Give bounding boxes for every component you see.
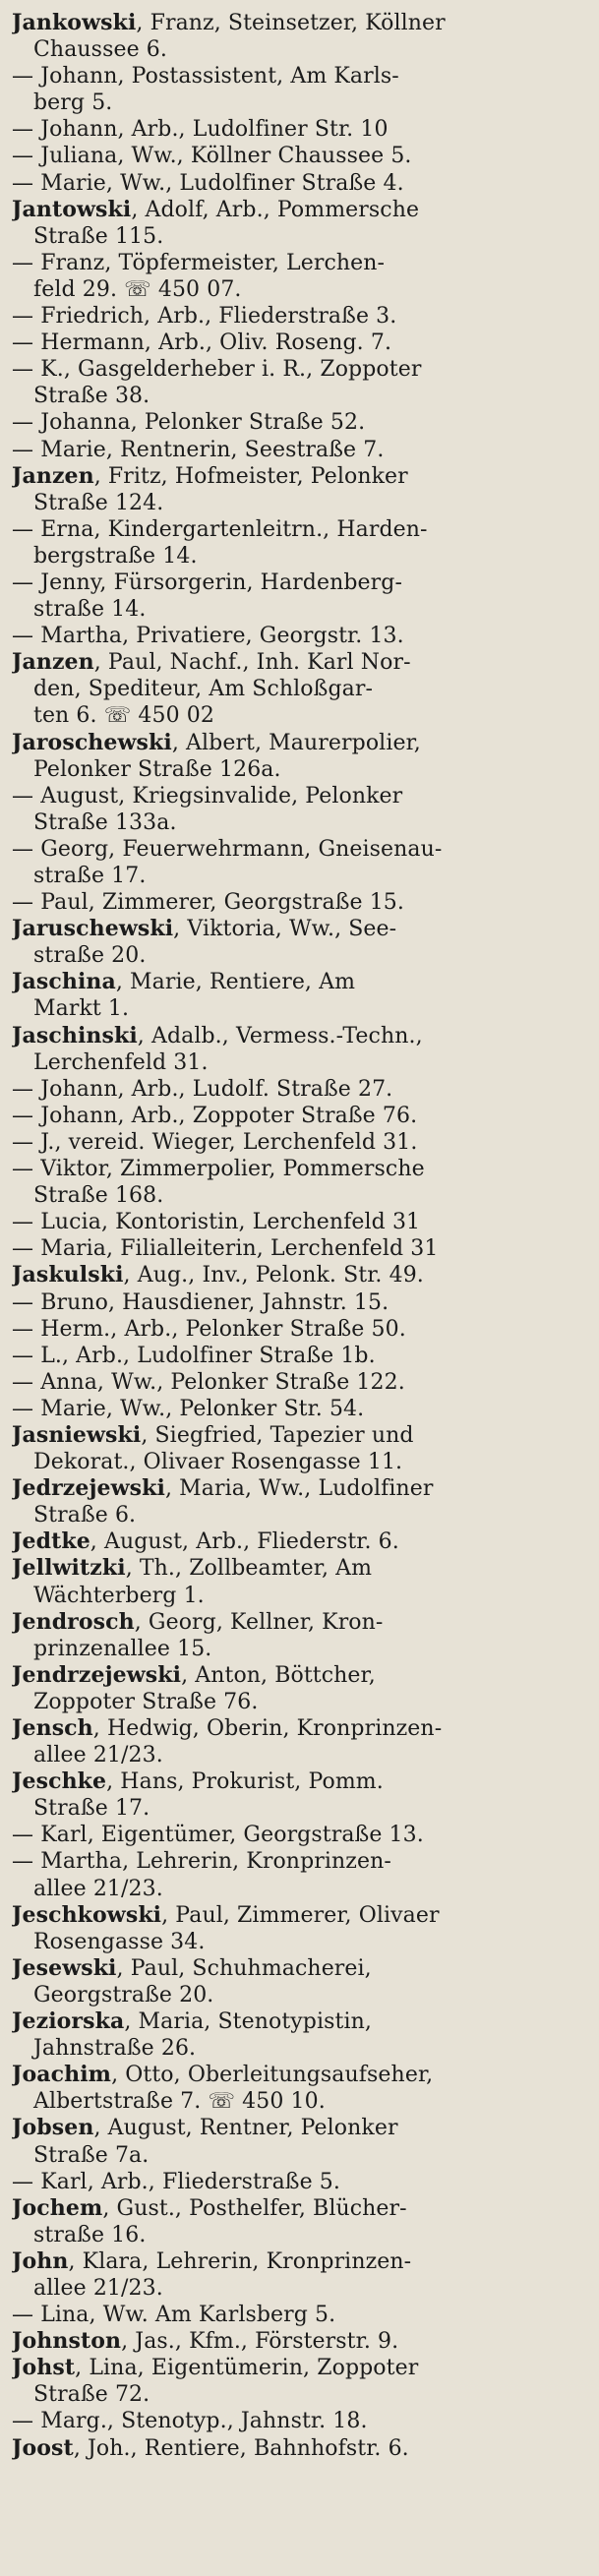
entry-text: — Johann, Arb., Zoppoter Straße 76. xyxy=(12,1103,418,1128)
entry-line xyxy=(12,1156,585,1182)
entry-surname: Jesewski xyxy=(12,1954,117,1981)
entry-text: , Viktoria, Ww., See- xyxy=(173,917,397,942)
entry-continuation-line xyxy=(12,596,585,623)
entry-text: Albertstraße 7. ☏ 450 10. xyxy=(33,2089,326,2115)
entry-line xyxy=(12,649,585,676)
entry-text: , Siegfried, Tapezier und xyxy=(141,1422,414,1448)
entry-continuation-line xyxy=(12,2275,585,2302)
entry-continuation-line xyxy=(12,809,585,836)
entry-surname: Jensch xyxy=(12,1715,93,1741)
entry-text: — Jenny, Fürsorgerin, Hardenberg- xyxy=(12,569,403,595)
entry-text: , Marie, Rentiere, Am xyxy=(115,970,356,995)
entry-text: , Georg, Kellner, Kron- xyxy=(134,1609,384,1635)
entry-text: straße 16. xyxy=(33,2222,147,2247)
entry-line xyxy=(12,2115,585,2141)
entry-line xyxy=(12,1955,585,1982)
entry-text: — Paul, Zimmerer, Georgstraße 15. xyxy=(12,890,404,916)
entry-text: , Adalb., Vermess.-Techn., xyxy=(137,1023,423,1048)
entry-surname: Johnston xyxy=(12,2328,122,2355)
entry-line xyxy=(12,516,585,543)
entry-text: — Marg., Stenotyp., Jahnstr. 18. xyxy=(12,2409,368,2434)
entry-text: — August, Kriegsinvalide, Pelonker xyxy=(12,783,403,809)
entry-text: — Georg, Feuerwehrmann, Gneisenau- xyxy=(12,836,443,862)
entry-text: straße 17. xyxy=(33,864,147,888)
entry-text: — J., vereid. Wieger, Lerchenfeld 31. xyxy=(12,1129,418,1155)
entry-line xyxy=(12,329,585,356)
entry-line xyxy=(12,250,585,276)
entry-text: berg 5. xyxy=(33,90,113,116)
entry-continuation-line xyxy=(12,863,585,889)
entry-line xyxy=(12,409,585,436)
entry-text: — Johann, Arb., Ludolfiner Str. 10 xyxy=(12,117,389,143)
entry-text: — Anna, Ww., Pelonker Straße 122. xyxy=(12,1369,405,1395)
entry-line xyxy=(12,2408,585,2434)
entry-line xyxy=(12,1396,585,1422)
entry-line xyxy=(12,2195,585,2222)
entry-text: — Marie, Ww., Ludolfiner Straße 4. xyxy=(12,170,404,196)
entry-line xyxy=(12,2435,585,2462)
entry-text: — Hermann, Arb., Oliv. Roseng. 7. xyxy=(12,330,392,356)
entry-continuation-line xyxy=(12,1636,585,1662)
entry-line xyxy=(12,1822,585,1848)
entry-surname: Jendrosch xyxy=(12,1608,135,1635)
entry-text: ten 6. ☏ 450 02 xyxy=(33,703,214,729)
entry-text: Straße 6. xyxy=(33,1503,137,1528)
entry-line xyxy=(12,730,585,756)
entry-line xyxy=(12,170,585,197)
entry-line xyxy=(12,1316,585,1343)
entry-surname: Jedtke xyxy=(12,1528,90,1555)
entry-text: — Karl, Arb., Fliederstraße 5. xyxy=(12,2169,340,2194)
entry-continuation-line xyxy=(12,2035,585,2062)
entry-text: — Johanna, Pelonker Straße 52. xyxy=(12,410,366,436)
entry-continuation-line xyxy=(12,2142,585,2169)
entry-text: , Paul, Schuhmacherei, xyxy=(116,1955,372,1981)
entry-surname: Jendrzejewski xyxy=(12,1661,182,1688)
entry-line xyxy=(12,1715,585,1742)
entry-line xyxy=(12,143,585,169)
entry-text: , Joh., Rentiere, Bahnhofstr. 6. xyxy=(73,2435,409,2461)
entry-continuation-line xyxy=(12,1876,585,1902)
entry-surname: Jantowski xyxy=(12,196,132,222)
entry-line xyxy=(12,2355,585,2381)
entry-text: Georgstraße 20. xyxy=(33,1982,214,2007)
entry-text: — Franz, Töpfermeister, Lerchen- xyxy=(12,250,386,275)
entry-continuation-line xyxy=(12,36,585,63)
entry-line xyxy=(12,1209,585,1235)
entry-surname: Janzen xyxy=(12,462,94,489)
entry-line xyxy=(12,1076,585,1103)
entry-text: — Karl, Eigentümer, Georgstraße 13. xyxy=(12,1823,424,1848)
entry-continuation-line xyxy=(12,1795,585,1822)
entry-surname: Jeschkowski xyxy=(12,1901,162,1928)
entry-text: — Martha, Lehrerin, Kronprinzen- xyxy=(12,1849,391,1875)
entry-surname: Jeschke xyxy=(12,1768,107,1795)
entry-text: Straße 72. xyxy=(33,2382,150,2408)
entry-continuation-line xyxy=(12,942,585,969)
entry-text: Zoppoter Straße 76. xyxy=(33,1689,259,1714)
entry-line xyxy=(12,623,585,649)
entry-text: , Paul, Nachf., Inh. Karl Nor- xyxy=(93,650,411,676)
entry-line xyxy=(12,303,585,329)
entry-text: , Th., Zollbeamter, Am xyxy=(125,1556,373,1582)
entry-line xyxy=(12,1103,585,1129)
entry-text: — Viktor, Zimmerpolier, Pommersche xyxy=(12,1157,425,1182)
entry-line xyxy=(12,1848,585,1875)
entry-line xyxy=(12,2328,585,2355)
entry-line xyxy=(12,836,585,863)
entry-text: Rosengasse 34. xyxy=(33,1929,206,1954)
entry-text: feld 29. ☏ 450 07. xyxy=(33,276,242,302)
entry-text: Lerchenfeld 31. xyxy=(33,1049,209,1075)
entry-line xyxy=(12,1555,585,1582)
entry-line xyxy=(12,969,585,995)
entry-line xyxy=(12,1369,585,1396)
entry-surname: Jochem xyxy=(12,2194,103,2221)
entry-text: , Klara, Lehrerin, Kronprinzen- xyxy=(68,2248,412,2274)
entry-continuation-line xyxy=(12,2381,585,2408)
entry-text: — Herm., Arb., Pelonker Straße 50. xyxy=(12,1316,406,1342)
entry-line xyxy=(12,1475,585,1502)
entry-continuation-line xyxy=(12,1583,585,1609)
entry-text: allee 21/23. xyxy=(33,2275,163,2301)
entry-line xyxy=(12,437,585,463)
entry-continuation-line xyxy=(12,1929,585,1955)
entry-text: , Jas., Kfm., Försterstr. 9. xyxy=(121,2329,399,2355)
entry-text: , Paul, Zimmerer, Olivaer xyxy=(161,1902,440,1928)
entry-surname: Joost xyxy=(12,2434,74,2461)
entry-line xyxy=(12,2302,585,2328)
entry-continuation-line xyxy=(12,1182,585,1209)
entry-text: Dekorat., Olivaer Rosengasse 11. xyxy=(33,1450,403,1475)
entry-surname: John xyxy=(12,2247,69,2274)
entry-text: , August, Rentner, Pelonker xyxy=(93,2116,398,2141)
entry-text: Straße 168. xyxy=(33,1183,164,1209)
entry-text: Chaussee 6. xyxy=(33,37,167,63)
entry-continuation-line xyxy=(12,2222,585,2248)
entry-continuation-line xyxy=(12,1689,585,1715)
entry-line xyxy=(12,1235,585,1262)
entry-line xyxy=(12,1262,585,1288)
entry-line xyxy=(12,1662,585,1689)
entry-text: bergstraße 14. xyxy=(33,543,198,569)
entry-line xyxy=(12,10,585,36)
entry-text: — Marie, Rentnerin, Seestraße 7. xyxy=(12,437,385,462)
entry-text: Straße 124. xyxy=(33,490,164,515)
entry-continuation-line xyxy=(12,90,585,116)
entry-text: Straße 17. xyxy=(33,1796,150,1822)
entry-continuation-line xyxy=(12,1742,585,1768)
entry-text: — Erna, Kindergartenleitrn., Harden- xyxy=(12,516,428,542)
entry-text: , Hans, Prokurist, Pomm. xyxy=(106,1769,384,1795)
entry-text: , Gust., Posthelfer, Blücher- xyxy=(102,2195,407,2221)
entry-line xyxy=(12,356,585,383)
entry-text: , Aug., Inv., Pelonk. Str. 49. xyxy=(123,1263,424,1288)
entry-surname: Jaruschewski xyxy=(12,916,174,942)
entry-text: allee 21/23. xyxy=(33,1743,163,1768)
entry-continuation-line xyxy=(12,756,585,783)
entry-line xyxy=(12,569,585,596)
entry-continuation-line xyxy=(12,1502,585,1528)
entry-surname: Joachim xyxy=(12,2062,112,2088)
entry-text: — Friedrich, Arb., Fliederstraße 3. xyxy=(12,304,397,329)
entry-surname: Jaroschewski xyxy=(12,729,172,755)
entry-line xyxy=(12,2248,585,2275)
entry-surname: Jedrzejewski xyxy=(12,1475,165,1502)
entry-continuation-line xyxy=(12,995,585,1022)
entry-line xyxy=(12,916,585,942)
entry-surname: Jaschina xyxy=(12,969,116,995)
entry-text: , Fritz, Hofmeister, Pelonker xyxy=(93,463,408,489)
entry-line xyxy=(12,1902,585,1929)
entry-continuation-line xyxy=(12,1049,585,1076)
entry-surname: Jaskulski xyxy=(12,1262,124,1288)
entry-text: — Marie, Ww., Pelonker Str. 54. xyxy=(12,1396,365,1421)
entry-text: Straße 115. xyxy=(33,223,164,249)
entry-text: Jahnstraße 26. xyxy=(33,2036,197,2062)
entry-text: den, Spediteur, Am Schloßgar- xyxy=(33,677,373,702)
entry-surname: Jaschinski xyxy=(12,1022,138,1048)
entry-surname: Jellwitzki xyxy=(12,1555,126,1582)
entry-continuation-line xyxy=(12,276,585,303)
entry-text: , Hedwig, Oberin, Kronprinzen- xyxy=(92,1716,443,1741)
entry-line xyxy=(12,1289,585,1316)
entry-text: , Adolf, Arb., Pommersche xyxy=(131,197,420,222)
entry-text: Straße 38. xyxy=(33,384,150,409)
entry-continuation-line xyxy=(12,2088,585,2115)
entry-text: Straße 7a. xyxy=(33,2142,150,2168)
entry-text: — Maria, Filialleiterin, Lerchenfeld 31 xyxy=(12,1236,439,1262)
entry-text: — Juliana, Ww., Köllner Chaussee 5. xyxy=(12,144,412,169)
entry-text: — L., Arb., Ludolfiner Straße 1b. xyxy=(12,1343,376,1368)
entry-text: Markt 1. xyxy=(33,996,130,1022)
entry-line xyxy=(12,1768,585,1795)
entry-surname: Jobsen xyxy=(12,2115,94,2141)
entry-text: — Lucia, Kontoristin, Lerchenfeld 31 xyxy=(12,1210,421,1235)
entry-line xyxy=(12,63,585,90)
entry-text: straße 14. xyxy=(33,597,147,623)
entry-text: , August, Arb., Fliederstr. 6. xyxy=(90,1529,399,1555)
entry-continuation-line xyxy=(12,1449,585,1475)
entry-text: , Maria, Stenotypistin, xyxy=(124,2009,372,2035)
entry-surname: Janzen xyxy=(12,649,94,676)
entry-text: , Otto, Oberleitungsaufseher, xyxy=(111,2063,434,2088)
entry-continuation-line xyxy=(12,490,585,516)
entry-line xyxy=(12,1023,585,1049)
entry-surname: Jasniewski xyxy=(12,1421,142,1448)
entry-line xyxy=(12,783,585,809)
entry-continuation-line xyxy=(12,543,585,569)
entry-line xyxy=(12,1528,585,1555)
entry-line xyxy=(12,1343,585,1369)
entry-text: — Johann, Arb., Ludolf. Straße 27. xyxy=(12,1076,393,1102)
entry-text: prinzenallee 15. xyxy=(33,1636,212,1661)
entry-continuation-line xyxy=(12,223,585,250)
entry-text: , Lina, Eigentümerin, Zoppoter xyxy=(75,2356,419,2381)
entry-surname: Johst xyxy=(12,2355,76,2381)
entry-line xyxy=(12,1609,585,1636)
entry-text: — Johann, Postassistent, Am Karls- xyxy=(12,64,399,90)
entry-text: , Albert, Maurerpolier, xyxy=(171,730,421,755)
entry-line xyxy=(12,463,585,490)
entry-text: , Anton, Böttcher, xyxy=(181,1662,376,1688)
entry-line xyxy=(12,1422,585,1449)
entry-text: — Martha, Privatiere, Georgstr. 13. xyxy=(12,624,404,649)
entry-text: allee 21/23. xyxy=(33,1876,163,1901)
entry-text: straße 20. xyxy=(33,943,147,969)
entry-text: — K., Gasgelderheber i. R., Zoppoter xyxy=(12,357,422,383)
entry-text: — Bruno, Hausdiener, Jahnstr. 15. xyxy=(12,1289,389,1315)
entry-text: Straße 133a. xyxy=(33,809,177,835)
entry-line xyxy=(12,2008,585,2035)
entry-text: , Franz, Steinsetzer, Köllner xyxy=(136,11,446,35)
entry-continuation-line xyxy=(12,383,585,409)
entry-continuation-line xyxy=(12,1982,585,2008)
entry-surname: Jankowski xyxy=(12,10,137,35)
entry-text: , Maria, Ww., Ludolfiner xyxy=(164,1476,434,1502)
entry-text: Wächterberg 1. xyxy=(33,1583,205,1608)
entry-line xyxy=(12,2169,585,2195)
entry-line xyxy=(12,889,585,916)
entry-line xyxy=(12,197,585,223)
entry-line xyxy=(12,2062,585,2088)
entry-line xyxy=(12,116,585,143)
entry-text: — Lina, Ww. Am Karlsberg 5. xyxy=(12,2303,336,2328)
entry-continuation-line xyxy=(12,676,585,702)
entry-surname: Jeziorska xyxy=(12,2008,125,2035)
entry-continuation-line xyxy=(12,702,585,729)
entry-text: Pelonker Straße 126a. xyxy=(33,756,281,782)
entry-line xyxy=(12,1129,585,1156)
